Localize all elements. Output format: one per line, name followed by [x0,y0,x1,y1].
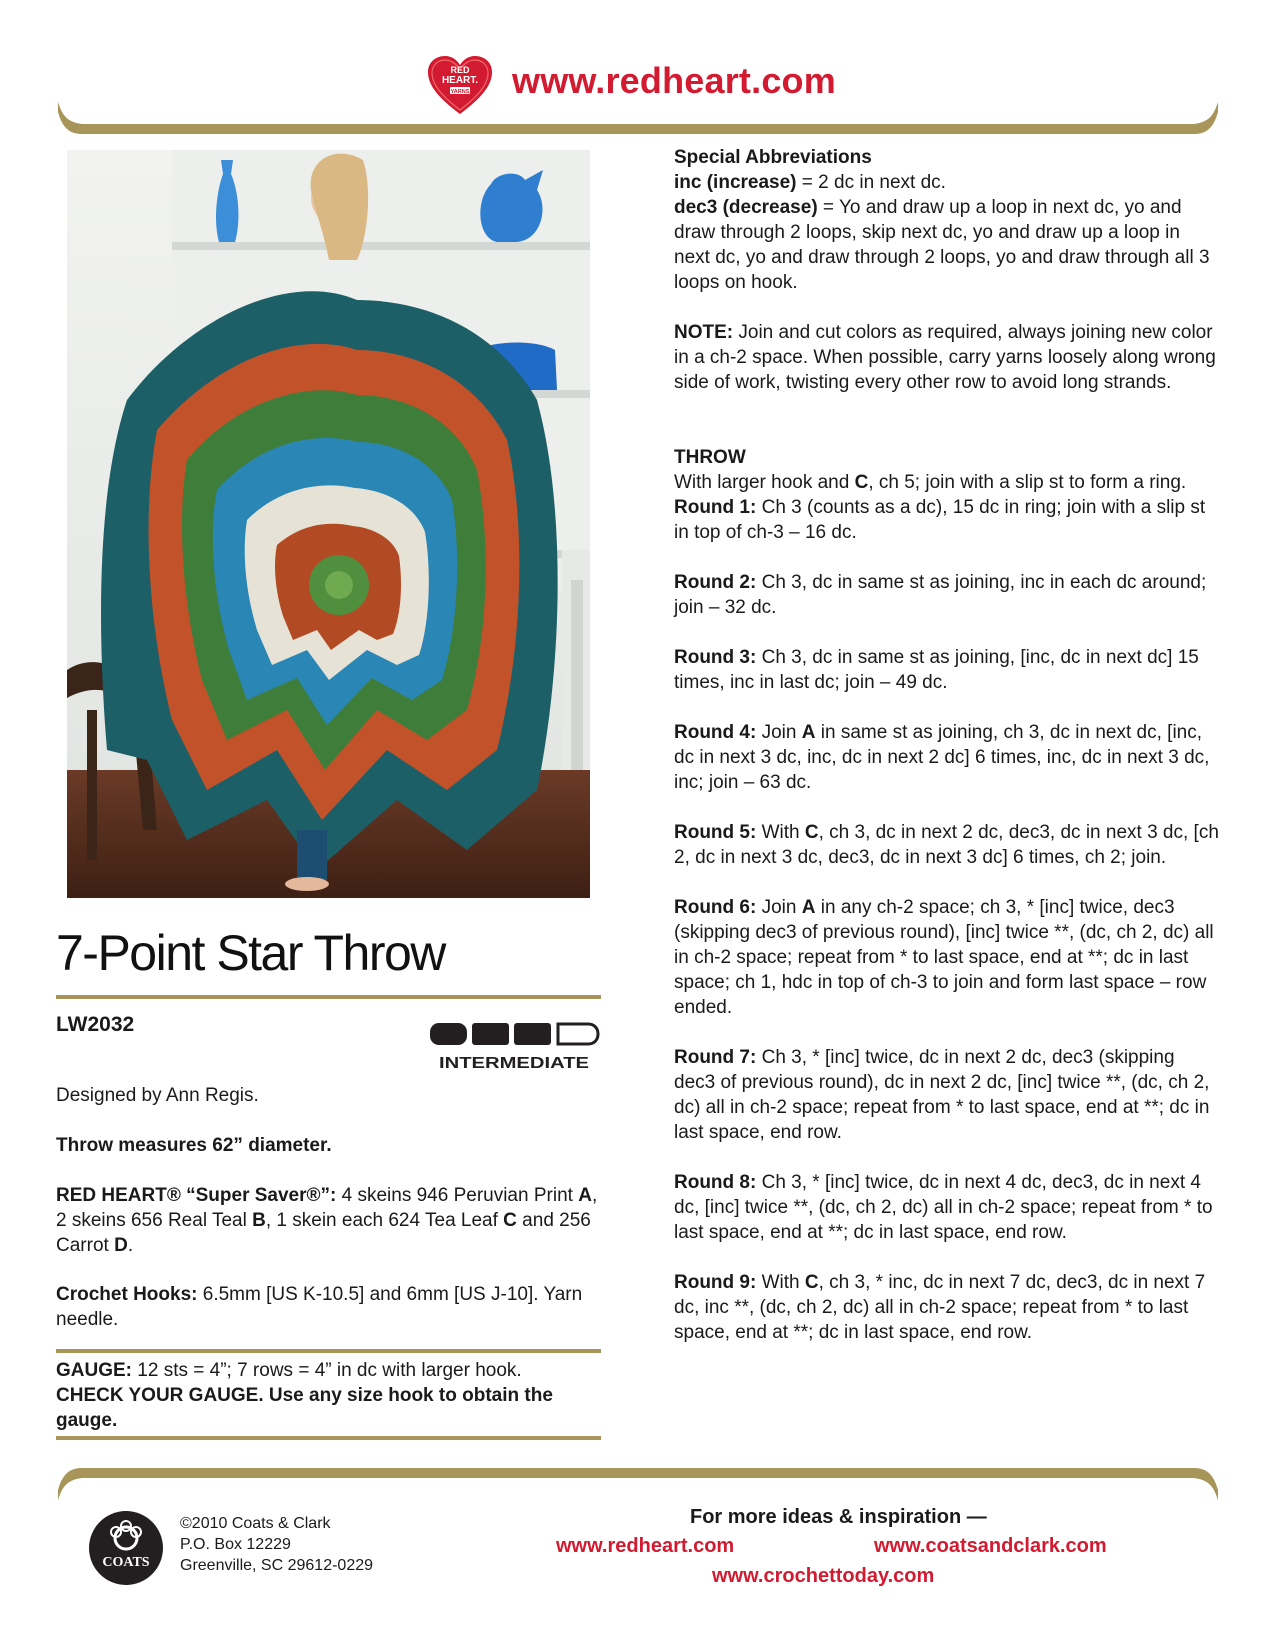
round-5: Round 5: With C, ch 3, dc in next 2 dc, dec3, dc in next 3 dc, [ch 2, dc in next 3 dc, dec3, dc in next 3 dc] 6 times, ch 2; join. [674,822,1219,868]
round-3: Round 3: Ch 3, dc in same st as joining, [inc, dc in next dc] 15 times, inc in last dc; join – 49 dc. [674,647,1199,693]
gauge-info: GAUGE: 12 sts = 4”; 7 rows = 4” in dc with larger hook. CHECK YOUR GAUGE. Use any size hook to obtain the gauge. [56,1360,553,1431]
throw-photo [67,150,590,898]
round-2: Round 2: Ch 3, dc in same st as joining, inc in each dc around; join – 32 dc. [674,572,1207,618]
abbreviations-heading: Special Abbreviations [674,147,872,168]
throw-start: With larger hook and C, ch 5; join with a slip st to form a ring. [674,472,1187,493]
round-6: Round 6: Join A in any ch-2 space; ch 3, * [inc] twice, dec3 (skipping dec3 of previous round), [inc] twice **, (dc, ch 2, dc) all in ch-2 space; repeat from * to last space, end at **; dc in last space; ch 1, hdc in top of ch-3 to join and form last space – row ended. [674,897,1214,1018]
gauge-check: CHECK YOUR GAUGE. Use any size hook to obtain the gauge. [56,1385,553,1431]
more-ideas-label: For more ideas & inspiration — [690,1506,987,1528]
logo-text-yarns: YARNS [450,89,470,95]
throw-measurement: Throw measures 62” diameter. [56,1135,332,1156]
gauge-label: GAUGE: [56,1360,132,1381]
hooks-label: Crochet Hooks: [56,1284,198,1305]
round-7: Round 7: Ch 3, * [inc] twice, dc in next 2 dc, dec3 (skipping dec3 of previous round), dc in next 2 dc, [inc] twice **, (dc, ch 2, dc) all in ch-2 space; repeat from * to last space, end at **; dc in last space, end row. [674,1047,1210,1143]
copyright: ©2010 Coats & Clark [180,1515,331,1532]
pattern-title: 7-Point Star Throw [56,925,445,981]
skill-bar-4 [558,1024,598,1044]
abbrev-inc: inc (increase) = 2 dc in next dc. [674,172,946,193]
round-4: Round 4: Join A in same st as joining, ch 3, dc in next dc, [inc, dc in next 3 dc, inc, dc in next 2 dc] 6 times, inc, dc in next 3 dc, inc; join – 63 dc. [674,722,1210,793]
header-gold-band [58,100,1218,140]
link-coatsandclark[interactable]: www.coatsandclark.com [874,1535,1107,1557]
round-1: Round 1: Ch 3 (counts as a dc), 15 dc in ring; join with a slip st in top of ch-3 – 16 dc. [674,497,1206,543]
coats-logo-text: COATS [102,1555,150,1570]
skill-level-badge [428,1021,600,1077]
yarn-materials: RED HEART® “Super Saver®”: 4 skeins 946 Peruvian Print A, 2 skeins 656 Real Teal B, 1 skein each 624 Tea Leaf C and 256 Carrot D. [56,1185,598,1256]
abbrev-dec3: dec3 (decrease) = Yo and draw up a loop in next dc, yo and draw through 2 loops, skip next dc, yo and draw up a loop in next dc, yo and draw through 2 loops, yo and draw through all 3 loops on hook. [674,197,1210,293]
instructions-column [674,145,1219,1345]
gauge-divider-bottom [56,1436,601,1440]
note: NOTE: Join and cut colors as required, always joining new color in a ch-2 space. When possible, carry yarns loosely along wrong side of work, twisting every other row to avoid long strands. [674,322,1216,393]
header-site-url[interactable]: www.redheart.com [512,60,836,101]
footer-gold-band [58,1462,1218,1502]
round-8: Round 8: Ch 3, * [inc] twice, dc in next 4 dc, dec3, dc in next 4 dc, [inc] twice **, (dc, ch 2, dc) all in ch-2 space; repeat from * to last space, end at **; dc in last space, end row. [674,1172,1213,1243]
link-crochettoday[interactable]: www.crochettoday.com [712,1565,935,1587]
logo-text-red: RED [450,65,470,75]
logo-text-heart: HEART. [441,75,479,86]
po-box: P.O. Box 12229 [180,1536,291,1553]
skill-bar-2 [472,1023,509,1045]
throw-heading: THROW [674,447,746,468]
title-divider [56,995,601,999]
coats-logo[interactable] [88,1510,164,1586]
company-address [180,1513,373,1576]
crochet-hooks: Crochet Hooks: 6.5mm [US K-10.5] and 6mm [US J-10]. Yarn needle. [56,1284,583,1330]
skill-level-label: INTERMEDIATE [439,1055,590,1072]
designer-credit: Designed by Ann Regis. [56,1085,259,1106]
link-redheart[interactable]: www.redheart.com [556,1535,735,1557]
round-9: Round 9: With C, ch 3, * inc, dc in next 7 dc, dec3, dc in next 7 dc, inc **, (dc, ch 2, dc) all in ch-2 space; repeat from * to last space, end at **; dc in last space, end row. [674,1272,1206,1343]
city-state-zip: Greenville, SC 29612-0229 [180,1557,374,1574]
gauge-divider-top [56,1349,601,1353]
skill-bar-3 [514,1023,551,1045]
pattern-code: LW2032 [56,1013,135,1036]
yarn-label: RED HEART® “Super Saver®”: [56,1185,337,1206]
skill-bar-1 [430,1023,467,1045]
